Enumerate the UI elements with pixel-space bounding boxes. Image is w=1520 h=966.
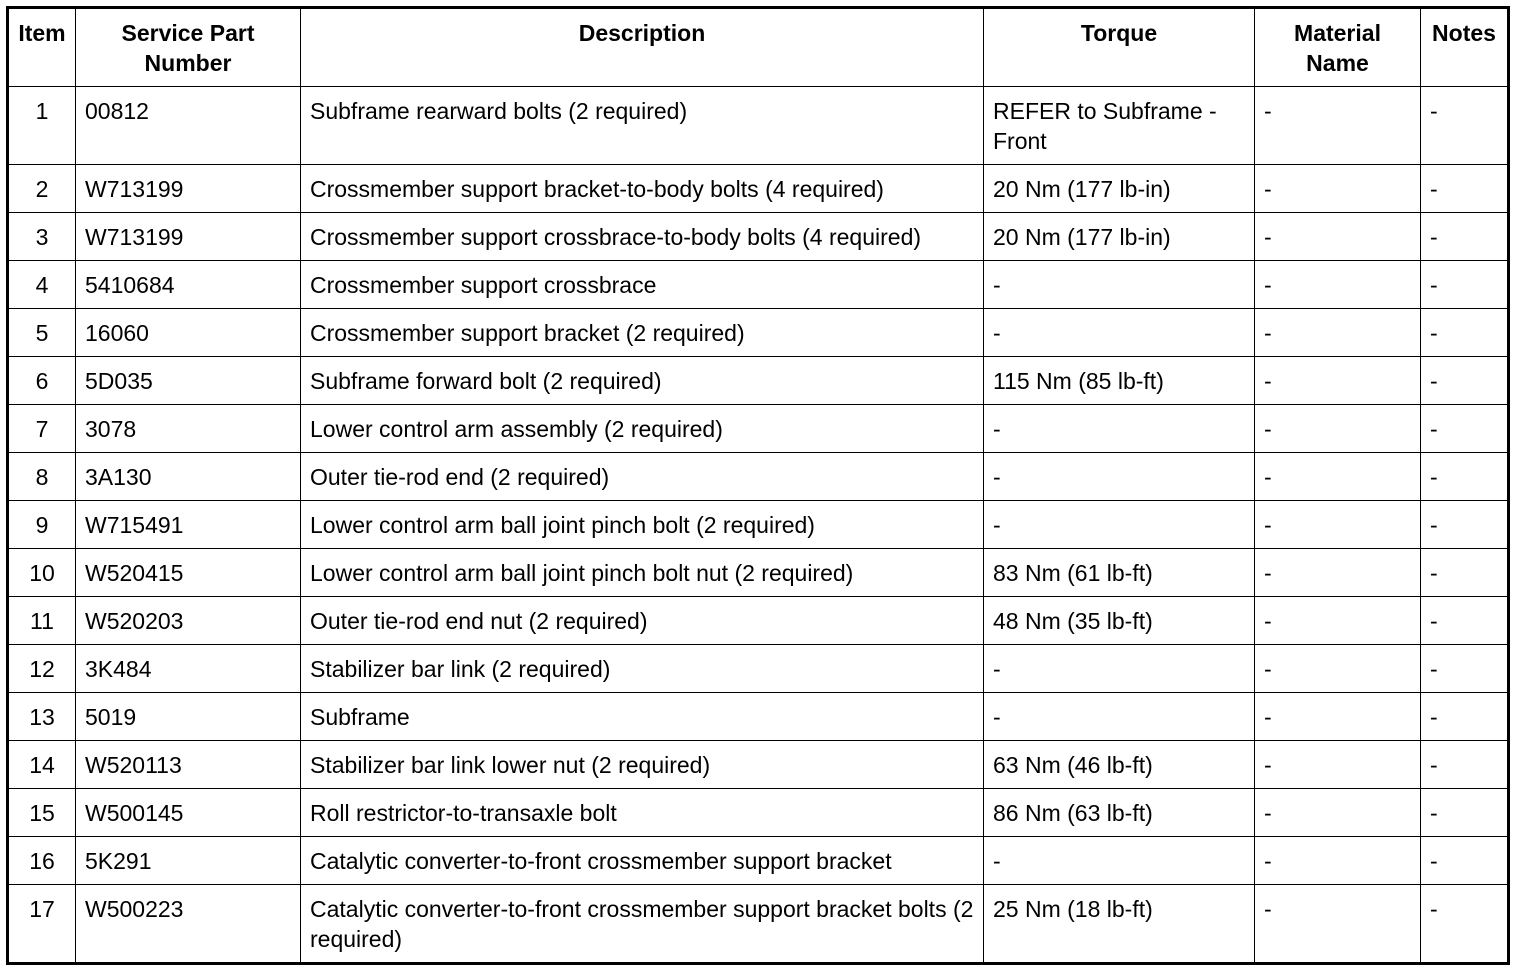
table-row xyxy=(8,597,1509,645)
cell-notes: - xyxy=(1421,597,1509,645)
cell-material: - xyxy=(1255,837,1421,885)
cell-notes: - xyxy=(1421,213,1509,261)
table-row xyxy=(8,309,1509,357)
cell-material: - xyxy=(1255,645,1421,693)
cell-description: Roll restrictor-to-transaxle bolt xyxy=(301,789,984,837)
cell-torque: - xyxy=(984,453,1255,501)
table-row xyxy=(8,213,1509,261)
cell-description: Lower control arm ball joint pinch bolt (2 required) xyxy=(301,501,984,549)
table-row xyxy=(8,501,1509,549)
cell-item: 16 xyxy=(8,837,76,885)
cell-description: Subframe xyxy=(301,693,984,741)
cell-torque: 86 Nm (63 lb-ft) xyxy=(984,789,1255,837)
cell-torque: 20 Nm (177 lb-in) xyxy=(984,213,1255,261)
cell-torque: 48 Nm (35 lb-ft) xyxy=(984,597,1255,645)
cell-notes: - xyxy=(1421,87,1509,165)
table-row xyxy=(8,645,1509,693)
cell-part-number: W520203 xyxy=(76,597,301,645)
cell-part-number: W713199 xyxy=(76,213,301,261)
header-notes: Notes xyxy=(1421,8,1509,87)
header-description: Description xyxy=(301,8,984,87)
cell-part-number: 5K291 xyxy=(76,837,301,885)
cell-material: - xyxy=(1255,309,1421,357)
table-row xyxy=(8,789,1509,837)
cell-torque: - xyxy=(984,693,1255,741)
cell-item: 12 xyxy=(8,645,76,693)
cell-material: - xyxy=(1255,357,1421,405)
cell-item: 8 xyxy=(8,453,76,501)
cell-material: - xyxy=(1255,87,1421,165)
cell-description: Lower control arm ball joint pinch bolt nut (2 required) xyxy=(301,549,984,597)
cell-item: 7 xyxy=(8,405,76,453)
cell-description: Subframe forward bolt (2 required) xyxy=(301,357,984,405)
cell-material: - xyxy=(1255,597,1421,645)
header-torque: Torque xyxy=(984,8,1255,87)
cell-description: Lower control arm assembly (2 required) xyxy=(301,405,984,453)
header-material-name: Material Name xyxy=(1255,8,1421,87)
cell-part-number: 5019 xyxy=(76,693,301,741)
cell-item: 15 xyxy=(8,789,76,837)
header-row xyxy=(8,8,1509,87)
cell-description: Stabilizer bar link (2 required) xyxy=(301,645,984,693)
cell-notes: - xyxy=(1421,309,1509,357)
table-row xyxy=(8,885,1509,964)
cell-torque: 25 Nm (18 lb-ft) xyxy=(984,885,1255,964)
cell-notes: - xyxy=(1421,357,1509,405)
cell-notes: - xyxy=(1421,789,1509,837)
cell-material: - xyxy=(1255,165,1421,213)
cell-item: 11 xyxy=(8,597,76,645)
cell-part-number: 00812 xyxy=(76,87,301,165)
cell-part-number: 16060 xyxy=(76,309,301,357)
cell-part-number: 5410684 xyxy=(76,261,301,309)
cell-notes: - xyxy=(1421,741,1509,789)
cell-material: - xyxy=(1255,261,1421,309)
cell-torque: - xyxy=(984,309,1255,357)
cell-description: Crossmember support bracket-to-body bolts (4 required) xyxy=(301,165,984,213)
table-row xyxy=(8,357,1509,405)
table-row xyxy=(8,453,1509,501)
cell-torque: 20 Nm (177 lb-in) xyxy=(984,165,1255,213)
cell-item: 13 xyxy=(8,693,76,741)
cell-material: - xyxy=(1255,213,1421,261)
cell-part-number: W520415 xyxy=(76,549,301,597)
cell-notes: - xyxy=(1421,405,1509,453)
cell-part-number: W713199 xyxy=(76,165,301,213)
cell-material: - xyxy=(1255,549,1421,597)
cell-material: - xyxy=(1255,789,1421,837)
cell-part-number: 3K484 xyxy=(76,645,301,693)
cell-part-number: W520113 xyxy=(76,741,301,789)
cell-torque: - xyxy=(984,645,1255,693)
cell-torque: REFER to Subframe - Front xyxy=(984,87,1255,165)
cell-part-number: 3A130 xyxy=(76,453,301,501)
cell-part-number: 5D035 xyxy=(76,357,301,405)
cell-notes: - xyxy=(1421,885,1509,964)
cell-item: 4 xyxy=(8,261,76,309)
cell-item: 5 xyxy=(8,309,76,357)
table-row xyxy=(8,741,1509,789)
cell-material: - xyxy=(1255,405,1421,453)
cell-part-number: W715491 xyxy=(76,501,301,549)
cell-item: 17 xyxy=(8,885,76,964)
cell-torque: - xyxy=(984,261,1255,309)
table-row xyxy=(8,837,1509,885)
cell-notes: - xyxy=(1421,165,1509,213)
header-item: Item xyxy=(8,8,76,87)
parts-table xyxy=(6,6,1510,965)
cell-notes: - xyxy=(1421,645,1509,693)
cell-description: Crossmember support crossbrace xyxy=(301,261,984,309)
cell-torque: 83 Nm (61 lb-ft) xyxy=(984,549,1255,597)
cell-material: - xyxy=(1255,885,1421,964)
cell-notes: - xyxy=(1421,693,1509,741)
cell-notes: - xyxy=(1421,453,1509,501)
cell-material: - xyxy=(1255,741,1421,789)
cell-material: - xyxy=(1255,693,1421,741)
cell-part-number: W500223 xyxy=(76,885,301,964)
cell-torque: 63 Nm (46 lb-ft) xyxy=(984,741,1255,789)
cell-description: Crossmember support bracket (2 required) xyxy=(301,309,984,357)
cell-item: 3 xyxy=(8,213,76,261)
cell-item: 14 xyxy=(8,741,76,789)
cell-description: Subframe rearward bolts (2 required) xyxy=(301,87,984,165)
cell-description: Catalytic converter-to-front crossmember support bracket xyxy=(301,837,984,885)
cell-part-number: W500145 xyxy=(76,789,301,837)
header-service-part-number: Service Part Number xyxy=(76,8,301,87)
cell-description: Catalytic converter-to-front crossmember support bracket bolts (2 required) xyxy=(301,885,984,964)
cell-torque: - xyxy=(984,501,1255,549)
table-row xyxy=(8,549,1509,597)
cell-notes: - xyxy=(1421,261,1509,309)
table-row xyxy=(8,87,1509,165)
cell-item: 9 xyxy=(8,501,76,549)
cell-description: Outer tie-rod end nut (2 required) xyxy=(301,597,984,645)
cell-item: 1 xyxy=(8,87,76,165)
cell-item: 2 xyxy=(8,165,76,213)
cell-part-number: 3078 xyxy=(76,405,301,453)
table-row xyxy=(8,693,1509,741)
cell-notes: - xyxy=(1421,501,1509,549)
cell-material: - xyxy=(1255,501,1421,549)
cell-description: Stabilizer bar link lower nut (2 required) xyxy=(301,741,984,789)
cell-item: 10 xyxy=(8,549,76,597)
table-row xyxy=(8,261,1509,309)
cell-description: Crossmember support crossbrace-to-body bolts (4 required) xyxy=(301,213,984,261)
cell-torque: - xyxy=(984,405,1255,453)
cell-description: Outer tie-rod end (2 required) xyxy=(301,453,984,501)
table-row xyxy=(8,165,1509,213)
cell-material: - xyxy=(1255,453,1421,501)
cell-torque: 115 Nm (85 lb-ft) xyxy=(984,357,1255,405)
cell-torque: - xyxy=(984,837,1255,885)
cell-notes: - xyxy=(1421,549,1509,597)
cell-notes: - xyxy=(1421,837,1509,885)
cell-item: 6 xyxy=(8,357,76,405)
table-row xyxy=(8,405,1509,453)
